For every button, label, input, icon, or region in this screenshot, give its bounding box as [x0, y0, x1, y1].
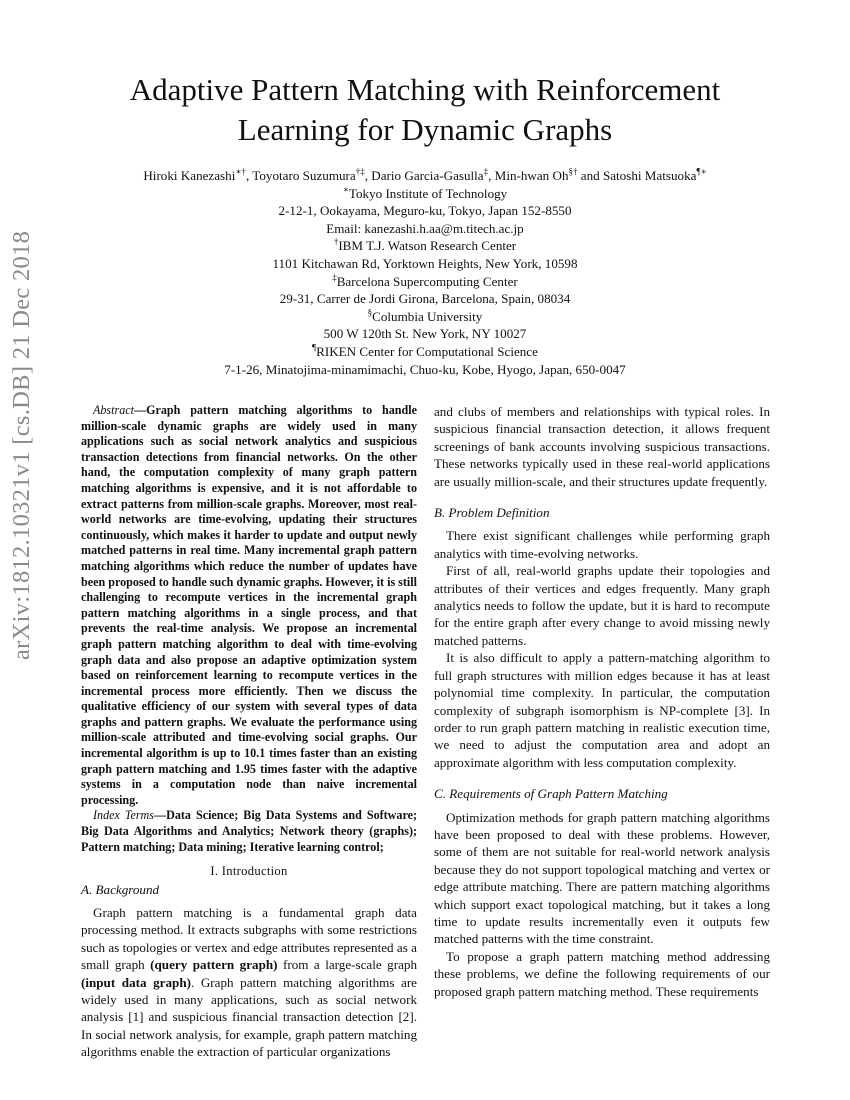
paragraph: First of all, real-world graphs update their topologies and attributes of their vertices and edges frequently. Many graph analytics needs to follow the update, but it is hard to recompute for the entire graph after every change to avoid missing newly matched patterns. — [434, 563, 770, 648]
affiliation-mark: ‡ — [332, 272, 337, 283]
author-mark: †‡ — [355, 166, 365, 177]
affiliation-text: Barcelona Supercomputing Center — [336, 273, 518, 289]
title-line-2: Learning for Dynamic Graphs — [237, 112, 613, 147]
right-column — [434, 403, 770, 1000]
affiliation-text: Columbia University — [372, 308, 483, 324]
paragraph: and clubs of members and relationships with typical roles. In suspicious financial transaction detection, it allows frequent screenings of bank accounts involving suspicious transactions. These networks typically used in these real-world applications are usually million-scale, and their structures update frequently. — [434, 404, 770, 489]
affiliation-name — [40, 273, 810, 291]
author-block — [40, 167, 810, 378]
author-mark: ¶∗ — [696, 166, 707, 177]
abstract-text: —Graph pattern matching algorithms to handle million-scale dynamic graphs are widely used in many applications such as social network analytics and suspicious transaction detections from financial networks. On the other hand, the computation complexity of many graph pattern matching algorithms is expensive, and it is not affordable to extract patterns from million-scale graphs. Moreover, most real-world networks are time-evolving, updating their structures continuously, which makes it harder to update and output newly matched patterns in real time. Many incremental graph pattern matching algorithms which reduce the number of updates have been proposed to handle such dynamic graphs. However, it is still challenging to recompute vertices in the incremental graph pattern matching algorithms in a single process, and that prevents the real-time analysis. We propose an incremental graph pattern matching algorithm to deal with time-evolving graph data and also propose an adaptive optimization system based on reinforcement learning to recompute vertices in the incremental process more efficiently. Then we discuss the qualitative efficiency of our system with several types of data graphs and pattern graphs. We evaluate the performance using million-scale attributed and time-evolving social graphs. Our incremental algorithm is up to 10.1 times faster than an existing graph pattern matching and 1.95 times faster with the adaptive systems in a computation node than naive incremental processing. — [81, 403, 417, 807]
author-name: , Toyotaro Suzumura — [245, 168, 356, 183]
left-column — [81, 403, 417, 1061]
title-line-1: Adaptive Pattern Matching with Reinforcement — [129, 72, 721, 107]
author-mark: §† — [568, 166, 578, 177]
paragraph-text: from a large-scale graph — [277, 957, 417, 973]
author-name: Hiroki Kanezashi — [143, 168, 236, 183]
arxiv-identifier-stamp: arXiv:1812.10321v1 [cs.DB] 21 Dec 2018 — [8, 230, 35, 660]
paragraph-text: . Graph pattern matching algorithms are widely used in many applications, such as social network analysis [1] and suspicious financial transaction detection [2]. In social network analysis, for example, graph pattern matching algorithms enable the extraction of particular organizations — [81, 974, 417, 1060]
affiliation-mark: ¶ — [312, 342, 317, 353]
author-name: , Dario Garcia-Gasulla — [364, 168, 484, 183]
affiliation-address: 7-1-26, Minatojima-minamimachi, Chuo-ku, Kobe, Hyogo, Japan, 650-0047 — [224, 361, 626, 377]
affiliation-address: 29-31, Carrer de Jordi Girona, Barcelona, Spain, 08034 — [279, 291, 571, 307]
term-query-pattern-graph: (query pattern graph) — [150, 957, 278, 973]
index-terms-text: —Data Science; Big Data Systems and Software; Big Data Algorithms and Analytics; Network theory (graphs); Pattern matching; Data mining; Iterative learning control; — [81, 808, 417, 854]
paragraph — [81, 904, 417, 1061]
paragraph: There exist significant challenges while performing graph analytics with time-evolving networks. — [434, 528, 770, 561]
affiliation-address: 500 W 120th St. New York, NY 10027 — [323, 326, 527, 342]
affiliation-text: Tokyo Institute of Technology — [348, 185, 508, 201]
author-name: , Min-hwan Oh — [488, 168, 569, 183]
affiliation-text: RIKEN Center for Computational Science — [316, 343, 538, 359]
index-terms-label: Index Terms — [93, 808, 155, 823]
affiliation-mark: ∗ — [342, 184, 349, 195]
author-name: and Satoshi Matsuoka — [577, 168, 697, 183]
paragraph: Optimization methods for graph pattern matching algorithms have been proposed to deal with these problems. However, some of them are not suitable for real-world network analysis because they do not support topological matching and vertex or edge attribute matching. There are pattern matching algorithms which support exact topological matching, but it takes a long time to update results incrementally even it outputs few matched patterns with the time constraint. — [434, 809, 770, 947]
author-mark: ‡ — [483, 166, 489, 177]
section-heading-introduction: I. Introduction — [210, 864, 288, 879]
abstract-label: Abstract — [93, 403, 134, 417]
affiliation-name — [40, 237, 810, 255]
affiliation-address: 1101 Kitchawan Rd, Yorktown Heights, New York, 10598 — [272, 255, 578, 271]
subsection-heading-problem-definition: B. Problem Definition — [434, 505, 550, 521]
term-input-data-graph: (input data graph) — [81, 974, 191, 990]
subsection-heading-background: A. Background — [81, 881, 160, 897]
affiliation-name — [40, 185, 810, 203]
paragraph: To propose a graph pattern matching method addressing these problems, we define the following requirements of our proposed graph pattern matching method. These requirements — [434, 948, 770, 999]
affiliation-mark: § — [367, 307, 373, 318]
contact-email: Email: kanezashi.h.aa@m.titech.ac.jp — [326, 220, 524, 236]
paragraph-text: Graph pattern matching is a fundamental graph data processing method. It extracts subgraphs with some restrictions such as topologies or vertex and edge attributes represented as a small graph — [81, 905, 417, 973]
paragraph: It is also difficult to apply a pattern-matching algorithm to full graph structures with million edges because it has at least polynomial time complexity. In particular, the computation complexity of subgraph isomorphism is NP-complete [3]. In order to run graph pattern matching in realistic execution time, we need to adjust the computation area and adopt an approximate algorithm with less computation complexity. — [434, 650, 770, 770]
affiliation-mark: † — [333, 237, 339, 248]
affiliation-name — [40, 343, 810, 361]
author-names — [40, 167, 810, 185]
affiliation-name — [40, 308, 810, 326]
index-terms — [81, 808, 417, 855]
affiliation-address: 2-12-1, Ookayama, Meguro-ku, Tokyo, Japan 152-8550 — [278, 203, 572, 219]
paper-title — [60, 70, 790, 150]
author-mark: ∗† — [235, 166, 246, 177]
affiliation-text: IBM T.J. Watson Research Center — [338, 238, 517, 254]
subsection-heading-requirements: C. Requirements of Graph Pattern Matching — [434, 786, 668, 802]
abstract — [81, 403, 417, 808]
